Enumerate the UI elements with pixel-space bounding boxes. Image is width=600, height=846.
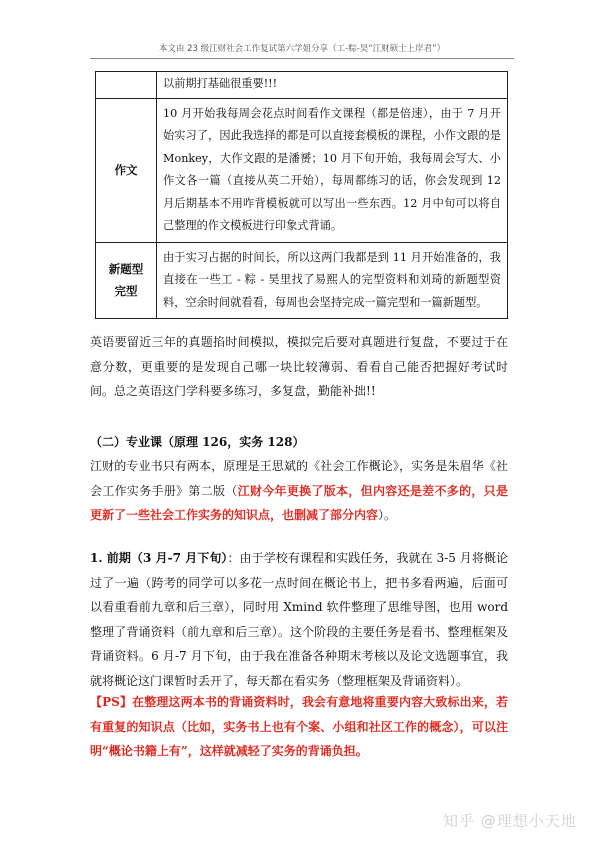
intro-text: 江财的专业书只有两本，原理是王思斌的《社会工作概论》，实务是朱眉华《社会工作实务手册》第二版（ — [90, 459, 508, 498]
zhihu-watermark: 知乎 @理想小天地 — [443, 812, 577, 830]
table-row-label-line: 完型 — [114, 284, 138, 299]
table-row — [96, 98, 508, 242]
intro-end: ）。 — [378, 508, 397, 522]
table-row-label: 作文 — [96, 98, 157, 242]
table-row-label-line: 新题型 — [108, 262, 144, 277]
ps-note: 【PS】在整理这两本书的背诵资料时，我会有意地将重要内容大致标出来，若有重复的知识点（比如，实务书上也有个案、小组和社区工作的概念），可以注明“概论书籍上有”，这样就减轻了实务的背诵负担。 — [90, 695, 508, 758]
table-row — [96, 242, 508, 319]
table-row — [96, 72, 508, 99]
study-plan-table — [95, 71, 508, 319]
phase1-title: 1. 前期（3 月-7 月下旬） — [90, 551, 228, 565]
header-divider — [90, 58, 514, 59]
table-row-content: 10 月开始我每周会花点时间看作文课程（都是倍速），由于 7 月开始实习了，因此我选择的都是可以直接套模板的课程，小作文跟的是 Monkey，大作文跟的是潘赟；10 月下旬开始，我每周会写大、小作文各一篇（直接从英二开始），每周都练习的话，你会发现到 12 月后期基本不用咋背模板就可以写出一些东西。12 月中旬可以将自己整理的作文模板进行印象式背诵。 — [157, 98, 508, 242]
section-heading: （二）专业课（原理 126，实务 128） — [90, 435, 305, 449]
table-row-content: 以前期打基础很重要!!! — [157, 72, 508, 99]
phase1-text: ：由于学校有课程和实践任务，我就在 3-5 月将概论过了一遍（跨考的同学可以多花一点时间在概论书上，把书多看两遍，后面可以看重看前九章和后三章），同时用 Xmind 软件整理了思维导图，也用 word 整理了背诵资料（前九章和后三章）。这个阶段的主要任务是看书、整理框架及背诵资料。6 月-7 月下旬，由于我在准备各种期末考核以及论文选题事宜，我就将概论这门课暂时丢开了，每天都在看实务（整理框架及背诵资料）。 — [90, 551, 508, 688]
textbook-intro-paragraph — [90, 454, 508, 528]
table-row-label — [96, 242, 157, 319]
intro-highlight: 江财今年更换了版本，但内容还是差不多的，只是更新了一些社会工作实务的知识点，也删减了部分内容 — [90, 483, 508, 522]
phase1-paragraph — [90, 546, 508, 693]
table-row-label — [96, 72, 157, 99]
table-row-content: 由于实习占据的时间长，所以这两门我都是到 11 月开始准备的，我直接在一些工 - 粽 - 昊里找了易熙人的完型资料和刘琦的新题型资料，空余时间就看看，每周也会坚持完成一篇完型和一篇新题型。 — [157, 242, 508, 319]
english-summary-paragraph: 英语要留近三年的真题掐时间模拟，模拟完后要对真题进行复盘，不要过于在意分数，更重要的是发现自己哪一块比较薄弱、看看自己能否把握好考试时间。总之英语这门学科要多练习，多复盘，勤能补拙!! — [90, 335, 508, 398]
page-header: 本文由 23 级江财社会工作复试第六学姐分享（工-粽-昊“江财硕士上岸君”） — [158, 44, 446, 54]
